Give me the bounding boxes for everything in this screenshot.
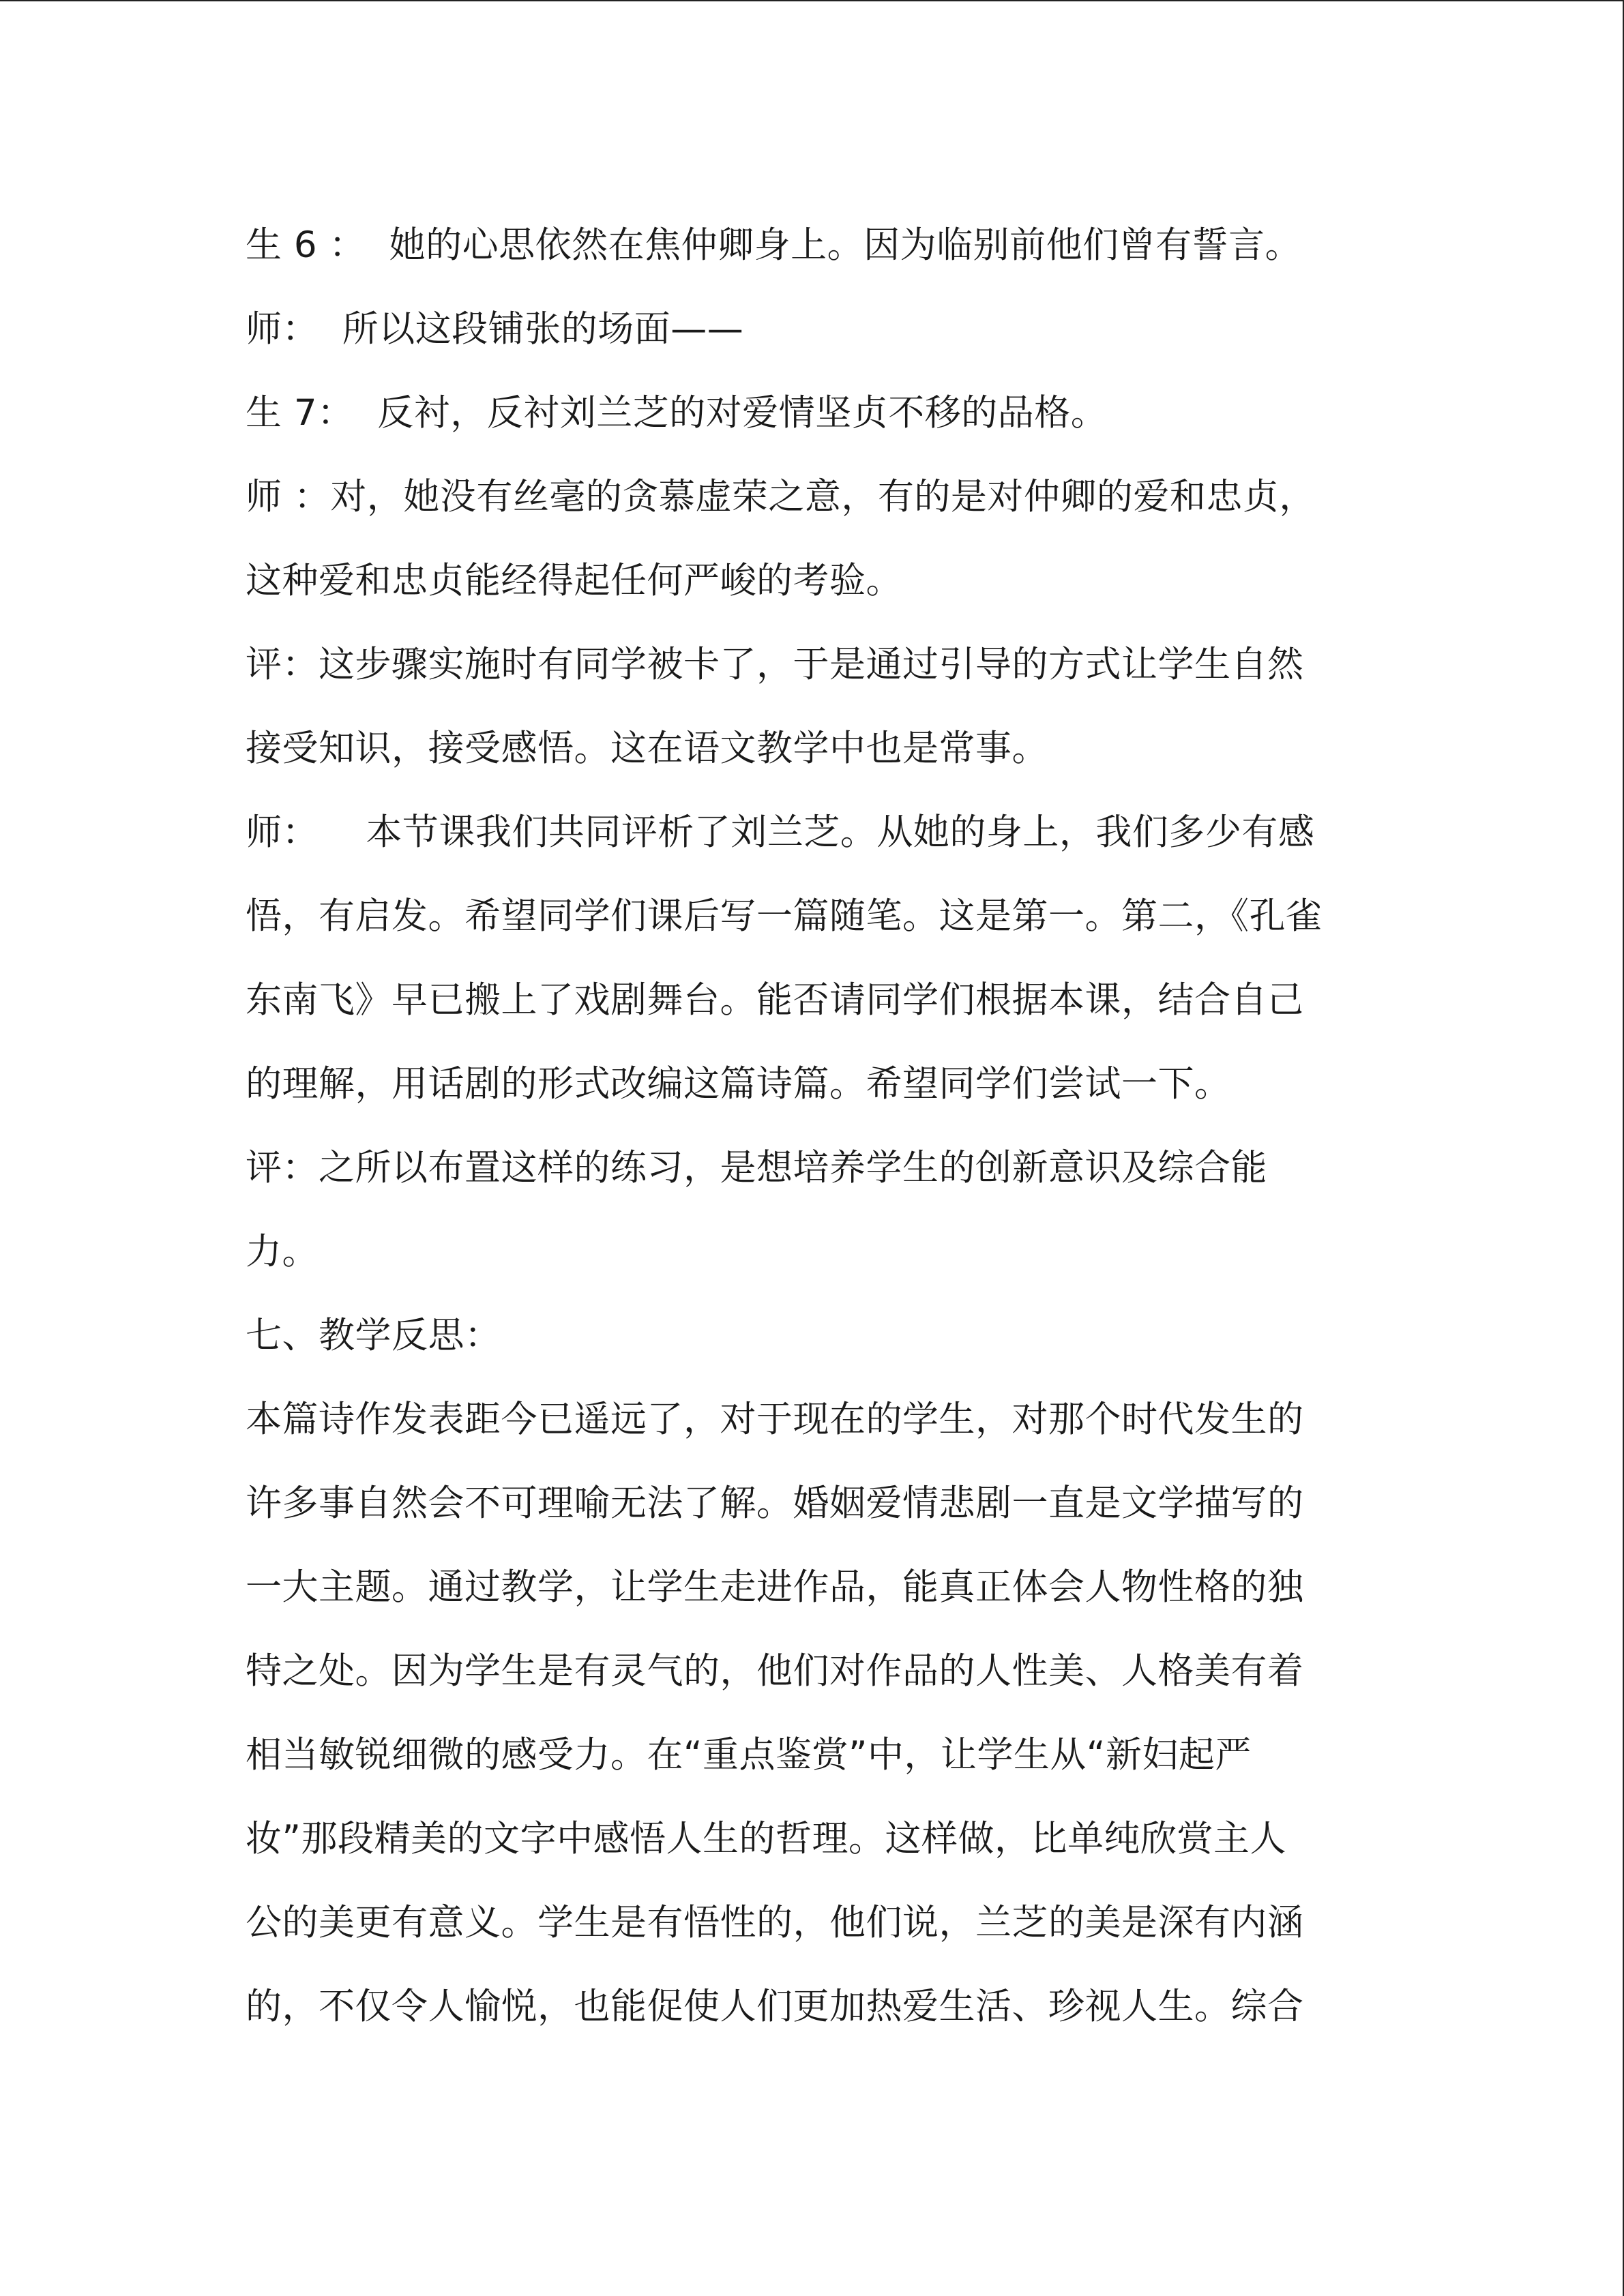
text-line: 师： 所以这段铺张的场面—— [246,308,744,350]
text-line: 评：之所以布置这样的练习，是想培养学生的创新意识及综合能 [246,1147,1267,1189]
text-line: 公的美更有意义。学生是有悟性的，他们说，兰芝的美是深有内涵 [246,1902,1304,1943]
document-body [246,203,1391,2048]
text-line: 悟，有启发。希望同学们课后写一篇随笔。这是第一。第二，《孔雀 [246,895,1323,937]
text-line: 许多事自然会不可理喻无法了解。婚姻爱情悲剧一直是文学描写的 [246,1482,1304,1524]
text-line: 妆”那段精美的文字中感悟人生的哲理。这样做，比单纯欣赏主人 [246,1818,1286,1860]
text-line: 这种爱和忠贞能经得起任何严峻的考验。 [246,560,902,601]
text-line: 相当敏锐细微的感受力。在“重点鉴赏”中，让学生从“新妇起严 [246,1734,1252,1776]
text-line: 生 7： 反衬，反衬刘兰芝的对爱情坚贞不移的品格。 [246,392,1108,434]
text-line: 接受知识，接受感悟。这在语文教学中也是常事。 [246,728,1048,769]
text-line: 特之处。因为学生是有灵气的，他们对作品的人性美、人格美有着 [246,1650,1304,1692]
text-line: 本篇诗作发表距今已遥远了，对于现在的学生，对那个时代发生的 [246,1399,1304,1440]
text-line: 东南飞》早已搬上了戏剧舞台。能否请同学们根据本课，结合自己 [246,979,1304,1021]
text-line: 的理解，用话剧的形式改编这篇诗篇。希望同学们尝试一下。 [246,1063,1231,1105]
text-line: 生 6 ： 她的心思依然在焦仲卿身上。因为临别前他们曾有誓言。 [246,224,1302,266]
text-line: 评：这步骤实施时有同学被卡了，于是通过引导的方式让学生自然 [246,644,1304,685]
text-line: 师 ：对，她没有丝毫的贪慕虚荣之意，有的是对仲卿的爱和忠贞， [246,476,1316,518]
text-line: 师： 本节课我们共同评析了刘兰芝。从她的身上，我们多少有感 [246,811,1315,853]
text-line: 一大主题。通过教学，让学生走进作品，能真正体会人物性格的独 [246,1566,1304,1608]
text-line: 的，不仅令人愉悦，也能促使人们更加热爱生活、珍视人生。综合 [246,1986,1304,2027]
section-heading: 七、教学反思： [246,1315,501,1356]
text-line: 力。 [246,1231,319,1272]
